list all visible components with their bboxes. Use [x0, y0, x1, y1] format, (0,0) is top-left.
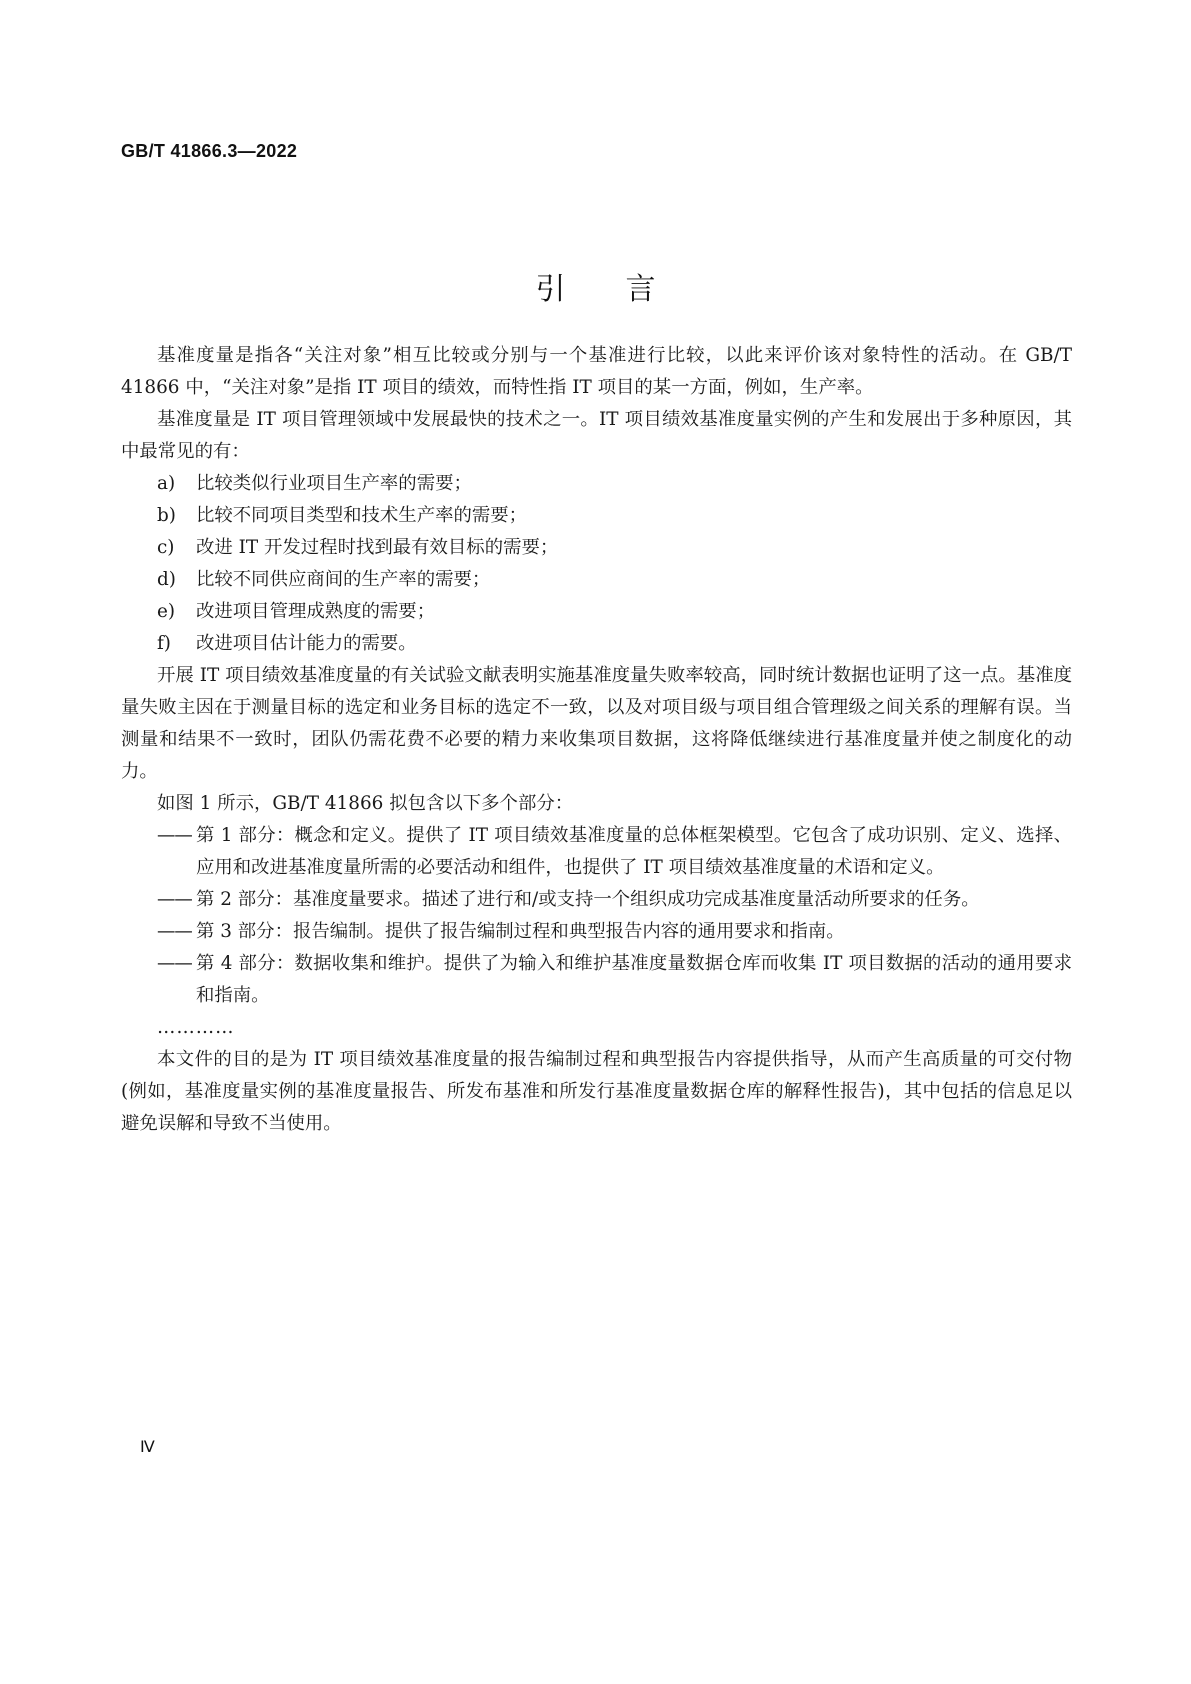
list-item: [121, 628, 1072, 660]
list-item-text: 比较类似行业项目生产率的需要；: [196, 473, 472, 494]
list-item-text: 改进项目估计能力的需要。: [196, 633, 417, 654]
list-marker: f): [157, 633, 171, 654]
page-number: Ⅳ: [140, 1439, 155, 1456]
list-item-text: 比较不同项目类型和技术生产率的需要；: [196, 505, 528, 526]
list-item: [121, 564, 1072, 596]
list-item: [121, 468, 1072, 500]
list-item-text: 比较不同供应商间的生产率的需要；: [196, 569, 491, 590]
paragraph-reasons-intro: 基准度量是 IT 项目管理领域中发展最快的技术之一。IT 项目绩效基准度量实例的产生和发展出于多种原因，其中最常见的有：: [121, 409, 1072, 462]
list-item-text: 第 4 部分：数据收集和维护。提供了为输入和维护基准度量数据仓库而收集 IT 项目数据的活动的通用要求和指南。: [196, 953, 1072, 1006]
list-item-text: 改进 IT 开发过程时找到最有效目标的需要；: [196, 537, 559, 558]
list-item-text: 第 2 部分：基准度量要求。描述了进行和/或支持一个组织成功完成基准度量活动所要求的任务。: [196, 889, 980, 910]
standard-code-header: GB/T 41866.3—2022: [121, 141, 298, 161]
list-marker: d): [157, 569, 176, 590]
dash-marker: ——: [157, 921, 192, 942]
dash-marker: ——: [157, 889, 192, 910]
list-item: [121, 596, 1072, 628]
list-marker: e): [157, 601, 176, 622]
list-marker: b): [157, 505, 176, 526]
paragraph-purpose: 本文件的目的是为 IT 项目绩效基准度量的报告编制过程和典型报告内容提供指导，从而产生高质量的可交付物(例如，基准度量实例的基准度量报告、所发布基准和所发行基准度量数据仓库的解释性报告)，其中包括的信息足以避免误解和导致不当使用。: [121, 1049, 1072, 1134]
paragraph-parts-intro: 如图 1 所示，GB/T 41866 拟包含以下多个部分：: [157, 793, 574, 814]
list-item: [121, 500, 1072, 532]
list-item-text: 改进项目管理成熟度的需要；: [196, 601, 436, 622]
list-item: [121, 916, 1072, 948]
list-marker: c): [157, 537, 175, 558]
parts-list: [121, 820, 1072, 1012]
list-item: [121, 948, 1072, 1012]
list-item-text: 第 3 部分：报告编制。提供了报告编制过程和典型报告内容的通用要求和指南。: [196, 921, 845, 942]
list-item: [121, 532, 1072, 564]
paragraph-failure-rate: 开展 IT 项目绩效基准度量的有关试验文献表明实施基准度量失败率较高，同时统计数据也证明了这一点。基准度量失败主因在于测量目标的选定和业务目标的选定不一致，以及对项目级与项目组合管理级之间关系的理解有误。当测量和结果不一致时，团队仍需花费不必要的精力来收集项目数据，这将降低继续进行基准度量并使之制度化的动力。: [121, 665, 1072, 782]
list-item: [121, 884, 1072, 916]
list-marker: a): [157, 473, 176, 494]
list-item: [121, 820, 1072, 884]
list-item-text: 第 1 部分：概念和定义。提供了 IT 项目绩效基准度量的总体框架模型。它包含了成功识别、定义、选择、应用和改进基准度量所需的必要活动和组件，也提供了 IT 项目绩效基准度量的术语和定义。: [196, 825, 1072, 878]
ellipsis: …………: [157, 1017, 235, 1038]
paragraph-definition: 基准度量是指各“关注对象”相互比较或分别与一个基准进行比较，以此来评价该对象特性的活动。在 GB/T 41866 中，“关注对象”是指 IT 项目的绩效，而特性指 IT 项目的某一方面，例如，生产率。: [121, 345, 1072, 398]
section-title: 引言: [535, 272, 716, 308]
dash-marker: ——: [157, 825, 192, 846]
document-body: [121, 340, 1072, 1140]
reasons-list: [121, 468, 1072, 660]
dash-marker: ——: [157, 953, 192, 974]
